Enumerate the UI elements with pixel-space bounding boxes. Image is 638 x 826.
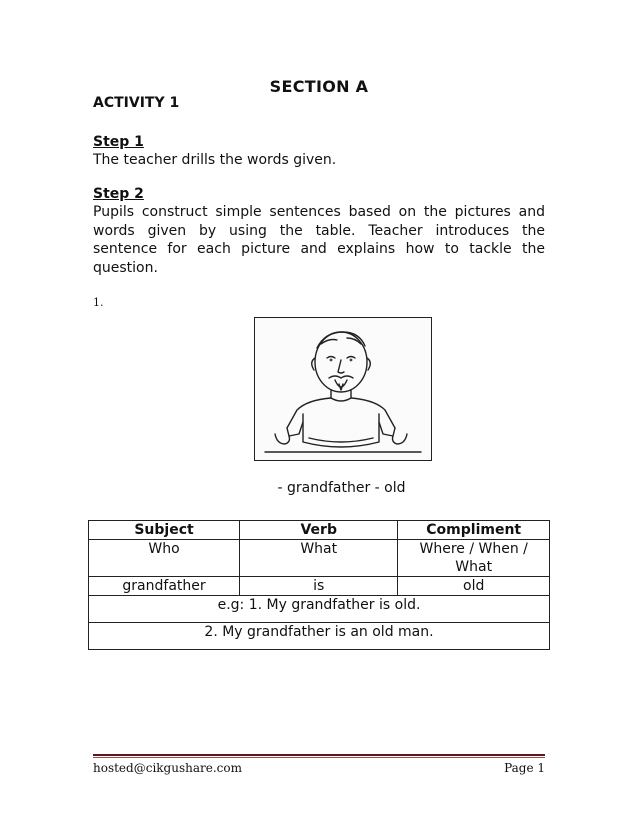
page-number: Page 1 [504,761,545,775]
footer-source: hosted@cikgushare.com [93,761,242,775]
step2-text: Pupils construct simple sentences based on the pictures and words given by using the table. Teacher introduces the sentence for each picture and explains how to tackle the question. [93,204,545,276]
cell-subject: grandfather [89,577,240,596]
step1-heading: Step 1 [93,134,144,150]
grandfather-picture [254,317,432,461]
header-verb: Verb [240,521,398,540]
header-subject: Subject [89,521,240,540]
section-title: SECTION A [269,77,369,96]
table-header-row [89,521,550,540]
sentence-table [88,520,550,650]
subheader-who: Who [89,540,240,577]
subheader-what: What [240,540,398,577]
step2-heading: Step 2 [93,186,144,202]
example-sentence-1: e.g: 1. My grandfather is old. [89,596,550,623]
footer-divider [93,754,545,756]
example-sentence-2: 2. My grandfather is an old man. [89,623,550,650]
activity-heading: ACTIVITY 1 [93,95,180,111]
table-subheader-row [89,540,550,577]
grandfather-drawing [255,318,431,460]
picture-caption: - grandfather - old [277,480,406,496]
footer-divider-thin [93,757,545,758]
example-row-2 [89,623,550,650]
cell-compliment: old [398,577,550,596]
step1-text: The teacher drills the words given. [93,152,337,168]
subheader-where-when-what: Where / When / What [398,540,550,577]
example-row-1 [89,596,550,623]
header-compliment: Compliment [398,521,550,540]
table-row [89,577,550,596]
cell-verb: is [240,577,398,596]
question-number: 1. [93,296,104,309]
